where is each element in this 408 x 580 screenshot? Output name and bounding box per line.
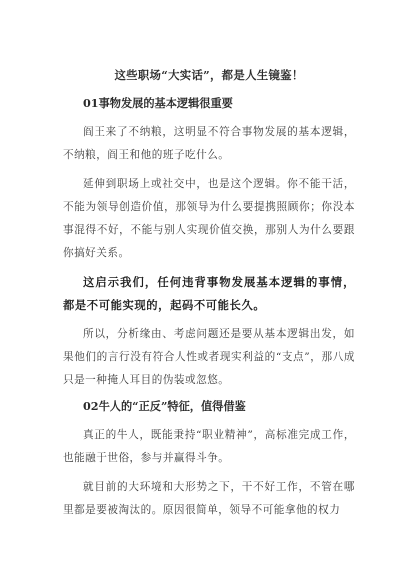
- paragraph-2: 延伸到职场上或社交中，也是这个逻辑。你不能干活，不能为领导创造价值，那领导为什么要提携照顾你；你没本事混得不好，不能与别人实现价值交换，那别人为什么要跟你搞好关系。: [63, 178, 355, 259]
- paragraph-4: 所以，分析缘由、考虑问题还是要从基本逻辑出发，如果他们的言行没有符合人性或者现实利益的“支点”，那八成只是一种掩人耳目的伪装或忽悠。: [63, 328, 355, 386]
- section-heading-2: 02牛人的“正反”特征，值得借鉴: [83, 399, 246, 413]
- paragraph-3-emphasis: 这启示我们，任何违背事物发展基本逻辑的事情，都是不可能实现的，起码不可能长久。: [63, 275, 355, 312]
- paragraph-5: 真正的牛人，既能秉持“职业精神”，高标准完成工作，也能融于世俗，参与并赢得斗争。: [63, 429, 355, 464]
- paragraph-6: 就目前的大环境和大形势之下，干不好工作，不管在哪里都是要被淘汰的。原因很简单，领导不可能拿他的权力: [63, 481, 355, 516]
- document-title: 这些职场“大实话”，都是人生镜鉴！: [114, 68, 304, 82]
- section-heading-1: 01事物发展的基本逻辑很重要: [83, 96, 233, 110]
- paragraph-1: 阎王来了不纳粮，这明显不符合事物发展的基本逻辑，不纳粮，阎王和他的班子吃什么。: [63, 126, 355, 161]
